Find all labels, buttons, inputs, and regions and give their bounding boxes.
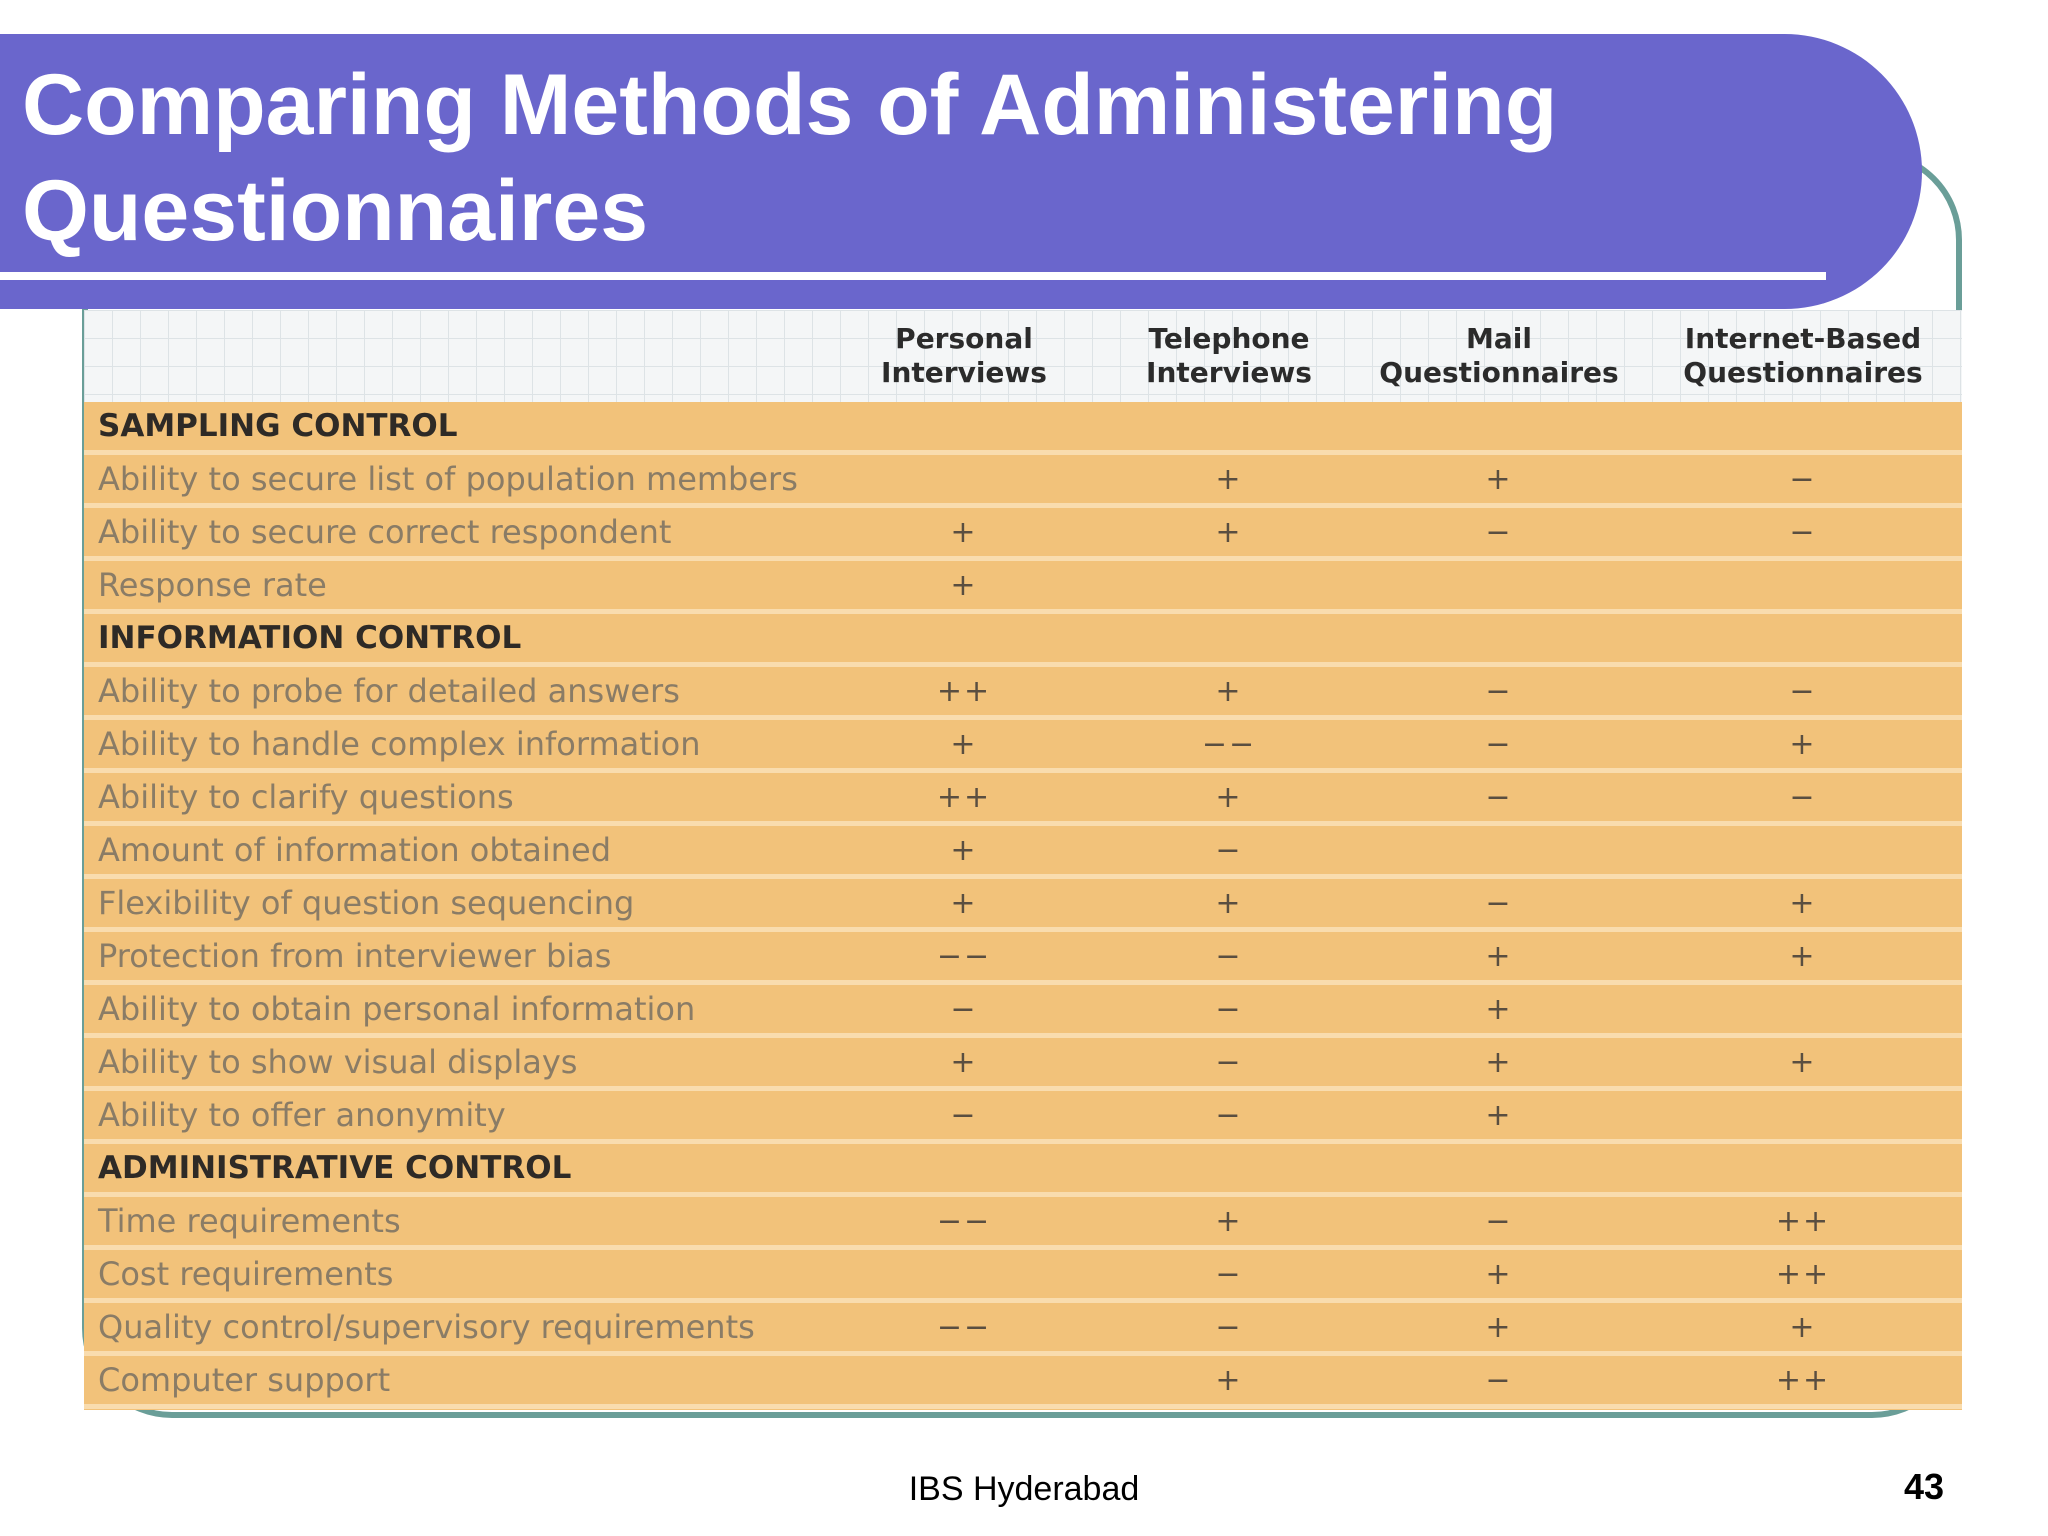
row-label: Cost requirements (84, 1248, 824, 1301)
rating-cell: + (824, 1036, 1104, 1089)
title-underline (0, 272, 1826, 280)
row-label: Response rate (84, 559, 824, 612)
row-label: Ability to probe for detailed answers (84, 665, 824, 718)
section-header-row (84, 1142, 1962, 1195)
rating-cell (824, 612, 1104, 665)
rating-cell: + (824, 506, 1104, 559)
rating-cell: + (824, 559, 1104, 612)
rating-cell: ++ (1644, 1354, 1962, 1407)
rating-cell: − (1104, 983, 1354, 1036)
header-mail-questionnaires: Mail Questionnaires (1379, 322, 1619, 389)
rating-cell: − (1644, 665, 1962, 718)
rating-cell: + (1104, 506, 1354, 559)
rating-cell (1104, 1142, 1354, 1195)
rating-cell: + (1644, 930, 1962, 983)
rating-cell: ++ (824, 665, 1104, 718)
rating-cell (1644, 983, 1962, 1036)
rating-cell (824, 453, 1104, 506)
rating-cell (1354, 559, 1644, 612)
rating-cell (1104, 612, 1354, 665)
row-label: Amount of information obtained (84, 824, 824, 877)
rating-cell: + (1644, 718, 1962, 771)
row-label: Ability to secure correct respondent (84, 506, 824, 559)
table-row (84, 453, 1962, 506)
rating-cell: −− (824, 930, 1104, 983)
rating-cell: −− (1104, 718, 1354, 771)
rating-cell (1644, 1089, 1962, 1142)
rating-cell: − (824, 1089, 1104, 1142)
rating-cell: − (1104, 1036, 1354, 1089)
rating-cell: ++ (824, 771, 1104, 824)
table-row (84, 665, 1962, 718)
comparison-table (84, 310, 1962, 1409)
rating-cell (1644, 559, 1962, 612)
rating-cell: − (1354, 718, 1644, 771)
rating-cell: − (1104, 1089, 1354, 1142)
rating-cell: − (1354, 506, 1644, 559)
slide-title: Comparing Methods of Administering Questionnaires (22, 57, 1558, 259)
table-row (84, 718, 1962, 771)
rating-cell: −− (824, 1195, 1104, 1248)
table-row (84, 824, 1962, 877)
header-internet-questionnaires: Internet-Based Questionnaires (1683, 322, 1923, 389)
rating-cell: −− (824, 1301, 1104, 1354)
rating-cell (1354, 402, 1644, 453)
row-label: Ability to secure list of population members (84, 453, 824, 506)
comparison-table-container (84, 310, 1962, 1410)
rating-cell: − (1644, 771, 1962, 824)
rating-cell: + (1104, 1195, 1354, 1248)
row-label: Computer support (84, 1354, 824, 1407)
rating-cell: + (1354, 1089, 1644, 1142)
page-number: 43 (1903, 1466, 1944, 1507)
rating-cell: − (1354, 665, 1644, 718)
rating-cell (824, 1142, 1104, 1195)
rating-cell: + (824, 877, 1104, 930)
rating-cell (824, 1248, 1104, 1301)
header-telephone-interviews: Telephone Interviews (1146, 322, 1312, 389)
rating-cell: ++ (1644, 1248, 1962, 1301)
section-label: INFORMATION CONTROL (84, 612, 824, 665)
rating-cell (824, 1354, 1104, 1407)
row-label: Quality control/supervisory requirements (84, 1301, 824, 1354)
table-row (84, 877, 1962, 930)
rating-cell: − (1354, 877, 1644, 930)
table-row (84, 506, 1962, 559)
rating-cell: + (1354, 1248, 1644, 1301)
section-header-row (84, 402, 1962, 453)
table-body (84, 402, 1962, 1407)
table-row (84, 1036, 1962, 1089)
row-label: Flexibility of question sequencing (84, 877, 824, 930)
rating-cell: − (1104, 1248, 1354, 1301)
section-label: SAMPLING CONTROL (84, 402, 824, 453)
rating-cell: − (824, 983, 1104, 1036)
footer-text: IBS Hyderabad (908, 1470, 1140, 1508)
rating-cell: − (1104, 1301, 1354, 1354)
row-label: Ability to show visual displays (84, 1036, 824, 1089)
row-label: Ability to handle complex information (84, 718, 824, 771)
rating-cell: + (1104, 771, 1354, 824)
rating-cell: + (1104, 877, 1354, 930)
rating-cell (1644, 612, 1962, 665)
rating-cell: − (1644, 506, 1962, 559)
rating-cell: + (824, 824, 1104, 877)
section-label: ADMINISTRATIVE CONTROL (84, 1142, 824, 1195)
table-row (84, 1301, 1962, 1354)
section-header-row (84, 612, 1962, 665)
rating-cell: + (1644, 877, 1962, 930)
rating-cell (1644, 824, 1962, 877)
rating-cell: − (1354, 771, 1644, 824)
table-header-row (84, 310, 1962, 402)
rating-cell (1104, 402, 1354, 453)
row-label: Ability to obtain personal information (84, 983, 824, 1036)
table-row (84, 1248, 1962, 1301)
rating-cell: + (1354, 453, 1644, 506)
row-label: Ability to clarify questions (84, 771, 824, 824)
row-label: Time requirements (84, 1195, 824, 1248)
rating-cell: + (1354, 930, 1644, 983)
table-row (84, 983, 1962, 1036)
rating-cell: − (1354, 1195, 1644, 1248)
table-row (84, 930, 1962, 983)
row-label: Protection from interviewer bias (84, 930, 824, 983)
rating-cell: + (1354, 983, 1644, 1036)
rating-cell (1644, 1142, 1962, 1195)
rating-cell: + (1644, 1036, 1962, 1089)
table-row (84, 1195, 1962, 1248)
table-row (84, 1089, 1962, 1142)
table-row (84, 771, 1962, 824)
table-row (84, 1354, 1962, 1407)
rating-cell (1354, 612, 1644, 665)
rating-cell: − (1644, 453, 1962, 506)
rating-cell (1354, 1142, 1644, 1195)
rating-cell (1104, 559, 1354, 612)
rating-cell: + (1104, 665, 1354, 718)
rating-cell (1354, 824, 1644, 877)
header-personal-interviews: Personal Interviews (881, 322, 1047, 389)
rating-cell: − (1104, 824, 1354, 877)
rating-cell: − (1354, 1354, 1644, 1407)
header-empty (84, 310, 824, 402)
rating-cell (1644, 402, 1962, 453)
rating-cell: + (1104, 453, 1354, 506)
rating-cell (824, 402, 1104, 453)
rating-cell: + (824, 718, 1104, 771)
rating-cell: − (1104, 930, 1354, 983)
table-row (84, 559, 1962, 612)
rating-cell: + (1354, 1301, 1644, 1354)
rating-cell: + (1104, 1354, 1354, 1407)
row-label: Ability to offer anonymity (84, 1089, 824, 1142)
rating-cell: + (1644, 1301, 1962, 1354)
rating-cell: + (1354, 1036, 1644, 1089)
rating-cell: ++ (1644, 1195, 1962, 1248)
